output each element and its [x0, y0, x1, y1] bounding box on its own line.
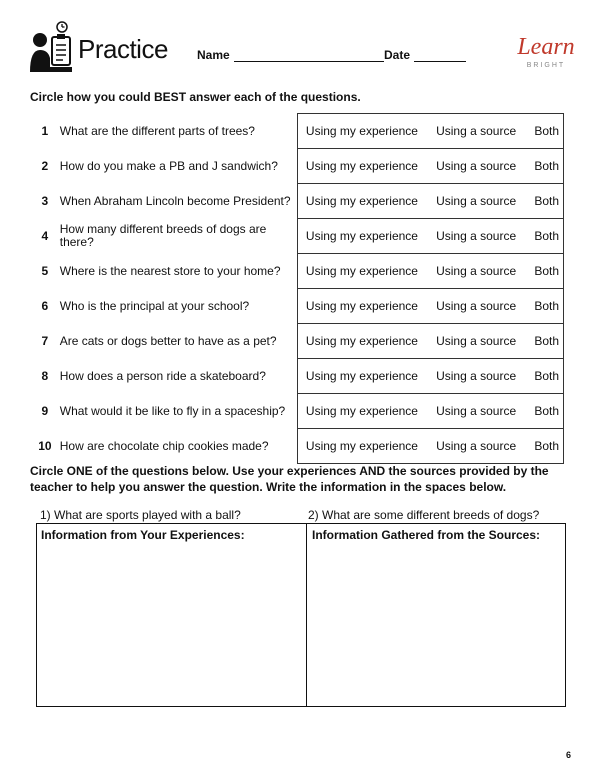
option-using-source[interactable]: Using a source: [428, 114, 534, 149]
option-using-source[interactable]: Using a source: [428, 359, 534, 394]
question-row: [34, 394, 564, 429]
option-using-source[interactable]: Using a source: [428, 324, 534, 359]
option-both[interactable]: Both: [534, 219, 563, 254]
learn-bright-logo: [506, 24, 586, 74]
option-using-experience[interactable]: Using my experience: [297, 114, 428, 149]
option-using-source[interactable]: Using a source: [428, 254, 534, 289]
question-text: What are the different parts of trees?: [59, 123, 255, 138]
option-using-source[interactable]: Using a source: [428, 289, 534, 324]
question-text: What would it be like to fly in a spaceship?: [59, 403, 286, 418]
option-using-experience[interactable]: Using my experience: [297, 324, 428, 359]
option-using-experience[interactable]: Using my experience: [297, 394, 428, 429]
option-using-source[interactable]: Using a source: [428, 429, 534, 464]
option-both[interactable]: Both: [534, 394, 563, 429]
option-using-experience[interactable]: Using my experience: [297, 359, 428, 394]
option-both[interactable]: Both: [534, 149, 563, 184]
option-using-experience[interactable]: Using my experience: [297, 219, 428, 254]
option-both[interactable]: Both: [534, 254, 563, 289]
sources-box-title: Information Gathered from the Sources:: [312, 528, 541, 542]
page-number: 6: [566, 750, 572, 760]
option-using-source[interactable]: Using a source: [428, 149, 534, 184]
option-both[interactable]: Both: [534, 359, 563, 394]
question-number: 6: [41, 299, 49, 313]
option-using-source[interactable]: Using a source: [428, 219, 534, 254]
svg-text:Learn: Learn: [517, 34, 575, 60]
choice-question-2[interactable]: 2) What are some different breeds of dogs?: [308, 508, 540, 522]
option-using-experience[interactable]: Using my experience: [297, 149, 428, 184]
worksheet-header: [22, 18, 582, 78]
question-row: [34, 219, 564, 254]
question-text: How many different breeds of dogs are there?: [59, 222, 267, 249]
question-text: When Abraham Lincoln become President?: [59, 193, 291, 208]
question-row: [34, 429, 564, 464]
question-row: [34, 149, 564, 184]
answer-boxes: [36, 523, 566, 707]
experiences-box-title: Information from Your Experiences:: [41, 528, 245, 542]
date-field[interactable]: [384, 48, 466, 62]
name-field[interactable]: [197, 48, 384, 62]
option-using-experience[interactable]: Using my experience: [297, 289, 428, 324]
question-text: How are chocolate chip cookies made?: [59, 438, 269, 453]
question-row: [34, 184, 564, 219]
option-both[interactable]: Both: [534, 184, 563, 219]
question-number: 7: [41, 334, 49, 348]
option-using-experience[interactable]: Using my experience: [297, 184, 428, 219]
option-both[interactable]: Both: [534, 114, 563, 149]
question-text: Are cats or dogs better to have as a pet?: [59, 333, 277, 348]
svg-text:BRIGHT: BRIGHT: [526, 62, 566, 69]
question-row: [34, 114, 564, 149]
question-number: 8: [41, 369, 49, 383]
questions-table: [34, 113, 564, 464]
question-number: 1: [41, 124, 49, 138]
option-using-experience[interactable]: Using my experience: [297, 254, 428, 289]
page-title: Practice: [78, 34, 168, 64]
question-row: [34, 359, 564, 394]
question-number: 4: [41, 229, 49, 243]
question-text: How does a person ride a skateboard?: [59, 368, 266, 383]
instruction-choose-one: Circle ONE of the questions below. Use your experiences AND the sources provided by the teacher to help you answer the question. Write the information in the spaces below.: [30, 464, 549, 494]
option-both[interactable]: Both: [534, 429, 563, 464]
question-text: Where is the nearest store to your home?: [59, 263, 281, 278]
question-text: How do you make a PB and J sandwich?: [59, 158, 278, 173]
question-row: [34, 289, 564, 324]
name-line[interactable]: [234, 50, 384, 62]
box-divider: [306, 524, 307, 706]
question-number: 10: [38, 439, 52, 453]
question-row: [34, 324, 564, 359]
name-label: Name: [197, 48, 230, 62]
question-row: [34, 254, 564, 289]
question-number: 2: [41, 159, 49, 173]
date-label: Date: [384, 48, 411, 62]
option-both[interactable]: Both: [534, 324, 563, 359]
student-clipboard-icon: [28, 20, 74, 74]
choice-question-1[interactable]: 1) What are sports played with a ball?: [40, 508, 241, 522]
option-using-experience[interactable]: Using my experience: [297, 429, 428, 464]
question-number: 9: [41, 404, 49, 418]
question-number: 5: [41, 264, 49, 278]
question-number: 3: [41, 194, 49, 208]
date-line[interactable]: [414, 50, 466, 62]
option-using-source[interactable]: Using a source: [428, 184, 534, 219]
question-text: Who is the principal at your school?: [59, 298, 250, 313]
instruction-circle-best: Circle how you could BEST answer each of the questions.: [30, 90, 361, 104]
option-using-source[interactable]: Using a source: [428, 394, 534, 429]
option-both[interactable]: Both: [534, 289, 563, 324]
